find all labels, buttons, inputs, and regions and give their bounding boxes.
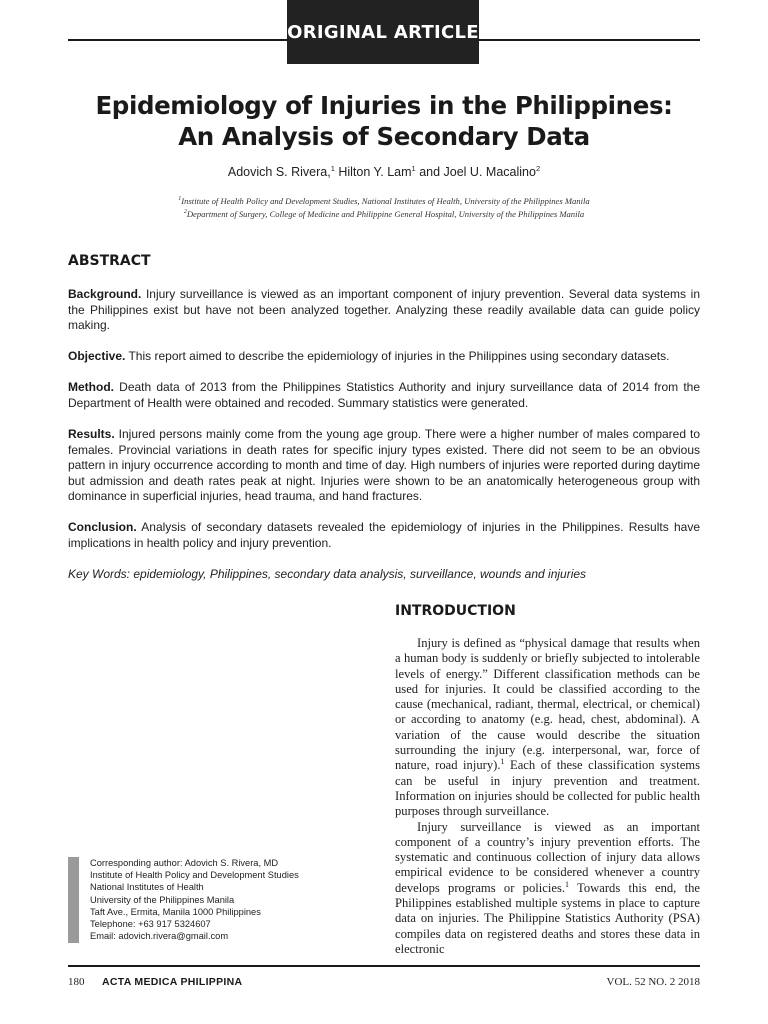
- key-words: Key Words: epidemiology, Philippines, secondary data analysis, surveillance, wounds and injuries: [68, 567, 587, 581]
- affiliation-list: [68, 195, 700, 220]
- affiliation-1: $^1$Institute of Health Policy and Development Studies, National Institutes of Health, University of the Philippines Manila: [178, 196, 590, 206]
- correspondence-block: [90, 857, 380, 942]
- author-2: Hilton Y. Lam: [334, 165, 412, 179]
- header-rule-right: [478, 39, 700, 41]
- title-line-1: Epidemiology of Injuries in the Philippines:: [95, 91, 673, 120]
- corr-nih: National Institutes of Health: [90, 882, 204, 893]
- introduction-heading: INTRODUCTION: [395, 603, 516, 619]
- author-3: Joel U. Macalino: [443, 165, 536, 179]
- corr-address: Taft Ave., Ermita, Manila 1000 Philippines: [90, 906, 261, 917]
- introduction-body: [395, 636, 700, 957]
- corresponding-author: Corresponding author: Adovich S. Rivera, MD: [90, 858, 279, 868]
- corr-institute: Institute of Health Policy and Development Studies: [90, 870, 299, 881]
- article-type-badge: ORIGINAL ARTICLE: [287, 0, 479, 64]
- corr-telephone: Telephone: +63 917 5324607: [90, 919, 211, 930]
- abstract-background: Background. Injury surveillance is viewed as an important component of injury prevention. Several data systems in the Philippines exist but have not been analyzed together. Analyzing these readily available data can guide policy making.: [68, 287, 700, 332]
- author-list: [68, 165, 700, 179]
- volume-info: VOL. 52 NO. 2 2018: [606, 976, 700, 988]
- author-connector: and: [415, 165, 444, 179]
- journal-name: ACTA MEDICA PHILIPPINA: [102, 976, 243, 988]
- abstract-results: Results. Injured persons mainly come from the young age group. There were a higher number of males compared to females. Provincial variations in death rates for specific injury types existed. There did not seem to be an obvious pattern in injury occurrence according to month and time of day. High numbers of injuries were reported during daytime but admission and death rates peak at night. Injuries were shown to be an anatomically heterogeneous group with dominance in superficial injuries, head trauma, and hand fractures.: [68, 427, 700, 503]
- affiliation-2: $^2$Department of Surgery, College of Medicine and Philippine General Hospital, University of the Philippines Manila: [183, 208, 585, 219]
- corr-university: University of the Philippines Manila: [90, 894, 235, 905]
- author-3-affil: 2: [535, 163, 541, 173]
- author-2-affil: 1: [411, 163, 416, 173]
- article-title: [68, 90, 700, 152]
- citation-ref: 1: [500, 757, 505, 767]
- introduction-paragraph-2: Injury surveillance is viewed as an important component of a country’s injury prevention efforts. The systematic and continuous collection of injury data allows empirical evidence to be considered whenever a country develops programs or policies.$^1$ Towards this end, the Philippines established multiple systems in place to capture data on injuries. The Philippine Statistics Authority (PSA) compiles data on registered deaths and stores these data in electronic: [395, 819, 701, 956]
- corr-email: Email: adovich.rivera@gmail.com: [90, 931, 229, 942]
- introduction-paragraph-1: Injury is defined as “physical damage that results when a human body is suddenly or briefly subjected to intolerable levels of energy.” Different classification methods can be used for injuries. It could be classified according to the cause (mechanical, radiant, thermal, electrical, or chemical) or according to anatomy (e.g. head, chest, abdominal). A variation of the cause would describe the situation surrounding the injury (e.g. interpersonal, war, force of nature, road injury).$^1$ Each of these classification systems can be useful in injury prevention and treatment. Information on injuries should be collected for public health purposes through surveillance.: [395, 636, 700, 819]
- author-1-affil: 1: [330, 163, 335, 173]
- author-1: Adovich S. Rivera,: [227, 165, 331, 179]
- header-rule-left: [68, 39, 288, 41]
- abstract-method: Method. Death data of 2013 from the Philippines Statistics Authority and injury surveillance data of 2014 from the Department of Health were obtained and recoded. Summary statistics were generated.: [68, 380, 700, 410]
- abstract-objective: Objective. This report aimed to describe the epidemiology of injuries in the Philippines using secondary datasets.: [68, 349, 670, 363]
- page-number: 180: [68, 976, 85, 988]
- footer-rule: [68, 965, 700, 967]
- abstract-conclusion: Conclusion. Analysis of secondary datasets revealed the epidemiology of injuries in the Philippines. Results have implications in health policy and injury prevention.: [68, 520, 700, 550]
- citation-ref: 1: [565, 879, 569, 889]
- title-line-2: An Analysis of Secondary Data: [178, 122, 590, 151]
- correspondence-bar: [68, 857, 79, 943]
- abstract-heading: ABSTRACT: [68, 253, 151, 269]
